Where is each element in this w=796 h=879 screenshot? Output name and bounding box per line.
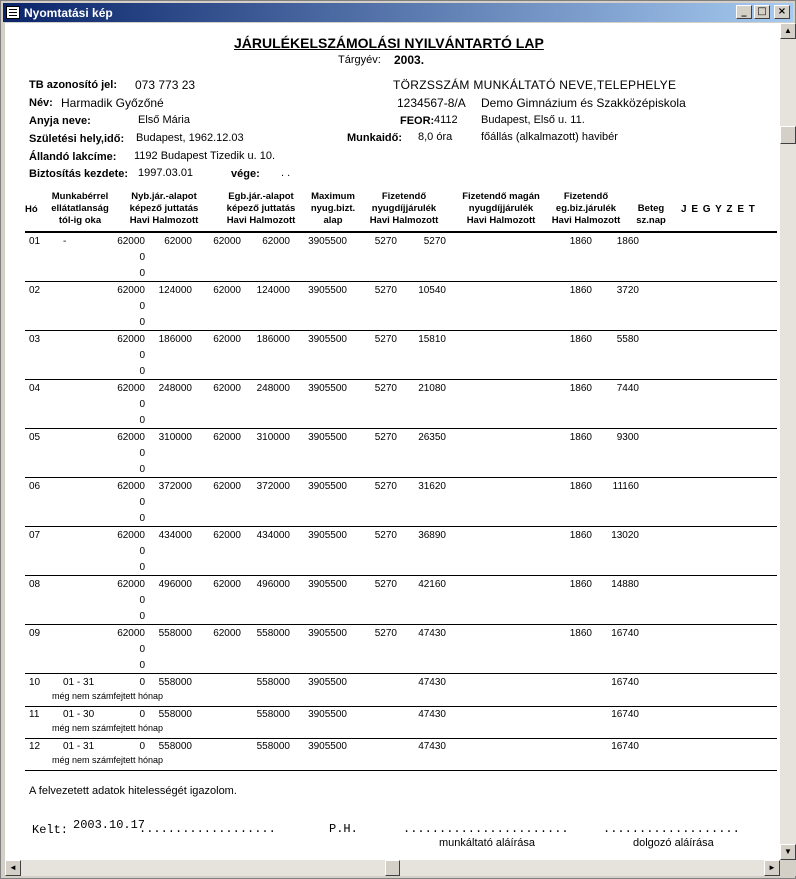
cell-egb-halm: 558000	[256, 741, 290, 752]
cell-nyb-halm: 186000	[158, 334, 192, 345]
scroll-right-button[interactable]: ►	[764, 860, 780, 876]
cell-max: 3905500	[308, 481, 347, 492]
certification-text: A felvezetett adatok hitelességét igazolom.	[29, 785, 237, 797]
name-label: Név:	[29, 97, 53, 109]
cell-zero: 0	[139, 399, 145, 410]
cell-egb-havi: 62000	[213, 285, 241, 296]
cell-egb-halm: 558000	[256, 709, 290, 720]
cell-eg-halm: 11160	[612, 481, 639, 492]
cell-egb-havi: 62000	[213, 628, 241, 639]
cell-fiz-halm: 47430	[418, 628, 446, 639]
tb-label: TB azonosító jel:	[29, 79, 117, 91]
row-divider	[25, 379, 777, 380]
cell-zero: 0	[139, 415, 145, 426]
cell-nyb-halm: 496000	[158, 579, 192, 590]
cell-fiz-halm: 5270	[423, 236, 446, 247]
cell-max: 3905500	[308, 741, 347, 752]
cell-eg-havi: 1860	[569, 285, 592, 296]
insurance-end-value: . .	[281, 167, 291, 179]
date-dots: ...................	[139, 822, 276, 836]
cell-egb-halm: 62000	[262, 236, 290, 247]
cell-nyb-havi: 62000	[117, 481, 145, 492]
cell-ho: 05	[29, 432, 41, 443]
cell-max: 3905500	[308, 677, 347, 688]
vertical-scroll-thumb[interactable]	[780, 126, 796, 144]
employer-signature-label: munkáltató aláírása	[439, 837, 535, 849]
cell-fiz-halm: 47430	[418, 741, 446, 752]
cell-zero: 0	[139, 513, 145, 524]
cell-nyb-halm: 372000	[158, 481, 192, 492]
cell-nyb-havi: 0	[139, 709, 145, 720]
date-value: 2003.10.17	[73, 818, 146, 832]
row-divider	[25, 526, 777, 527]
unprocessed-month-note: még nem számfejtett hónap	[52, 723, 164, 733]
employer-name: Demo Gimnázium és Szakközépiskola	[481, 96, 686, 110]
cell-egb-halm: 372000	[256, 481, 290, 492]
year-label: Tárgyév:	[338, 54, 381, 66]
col-pension: Fizetendő nyugdíjjárulék Havi Halmozott	[369, 191, 439, 226]
col-sick-days: Beteg sz.nap	[636, 203, 666, 226]
row-divider	[25, 330, 777, 331]
cell-eg-havi: 1860	[569, 334, 592, 345]
cell-eg-havi: 1860	[569, 432, 592, 443]
cell-fiz-halm: 42160	[418, 579, 446, 590]
cell-ho: 01	[29, 236, 41, 247]
cell-zero: 0	[139, 464, 145, 475]
cell-zero: 0	[139, 644, 145, 655]
cell-zero: 0	[139, 611, 145, 622]
cell-fiz-havi: 5270	[374, 579, 397, 590]
cell-nyb-havi: 0	[139, 741, 145, 752]
cell-fiz-halm: 47430	[418, 709, 446, 720]
col-egb: Egb.jár.-alapot képező juttatás Havi Halmozott	[226, 191, 296, 226]
cell-nyb-halm: 62000	[164, 236, 192, 247]
cell-fiz-havi: 5270	[374, 530, 397, 541]
vertical-scrollbar[interactable]	[780, 23, 796, 860]
worktime-description: főállás (alkalmazott) havibér	[481, 131, 618, 143]
cell-zero: 0	[139, 546, 145, 557]
cell-nyb-havi: 62000	[117, 334, 145, 345]
row-divider	[25, 575, 777, 576]
insurance-start-value: 1997.03.01	[138, 167, 194, 179]
col-unpaid: Munkabérrel ellátatlanság tól-ig oka	[51, 191, 109, 226]
cell-ho: 04	[29, 383, 41, 394]
cell-egb-havi: 62000	[213, 236, 241, 247]
row-divider	[25, 281, 777, 282]
print-preview-page	[5, 23, 780, 860]
cell-eg-havi: 1860	[569, 628, 592, 639]
cell-fiz-halm: 21080	[418, 383, 446, 394]
cell-fiz-havi: 5270	[374, 236, 397, 247]
cell-egb-halm: 248000	[256, 383, 290, 394]
cell-max: 3905500	[308, 236, 347, 247]
cell-nyb-halm: 558000	[158, 677, 192, 688]
address-value: 1192 Budapest Tizedik u. 10.	[134, 150, 276, 162]
header-rule	[25, 231, 777, 233]
cell-fiz-halm: 26350	[418, 432, 446, 443]
cell-max: 3905500	[308, 285, 347, 296]
cell-eg-halm: 13020	[611, 530, 639, 541]
cell-egb-havi: 62000	[213, 432, 241, 443]
cell-nyb-halm: 124000	[158, 285, 192, 296]
cell-egb-halm: 496000	[256, 579, 290, 590]
mother-value: Első Mária	[138, 114, 190, 126]
cell-nyb-havi: 62000	[117, 432, 145, 443]
cell-max: 3905500	[308, 628, 347, 639]
cell-zero: 0	[139, 317, 145, 328]
cell-nyb-havi: 62000	[117, 285, 145, 296]
cell-eg-havi: 1860	[569, 481, 592, 492]
year-value: 2003.	[394, 53, 425, 67]
birth-value: Budapest, 1962.12.03	[136, 132, 244, 144]
cell-egb-halm: 558000	[256, 677, 290, 688]
cell-fiz-halm: 36890	[418, 530, 446, 541]
cell-tolig: 01 - 30	[63, 709, 95, 720]
worktime-value: 8,0 óra	[418, 131, 453, 143]
col-notes: J E G Y Z E T	[681, 204, 756, 215]
feor-label: FEOR:	[400, 115, 435, 127]
cell-ho: 12	[29, 741, 41, 752]
tb-value: 073 773 23	[135, 78, 196, 92]
worktime-label: Munkaidő:	[347, 132, 402, 144]
col-max: Maximum nyug.bizt. alap	[310, 191, 356, 226]
cell-nyb-havi: 62000	[117, 628, 145, 639]
cell-zero: 0	[139, 595, 145, 606]
cell-eg-halm: 14880	[611, 579, 639, 590]
cell-fiz-havi: 5270	[374, 285, 397, 296]
cell-eg-halm: 16740	[611, 677, 639, 688]
cell-eg-halm: 9300	[616, 432, 639, 443]
close-button[interactable]: ×	[774, 5, 790, 19]
cell-zero: 0	[139, 497, 145, 508]
cell-fiz-havi: 5270	[374, 628, 397, 639]
cell-eg-havi: 1860	[569, 579, 592, 590]
date-label: Kelt:	[32, 823, 69, 837]
mother-label: Anyja neve:	[29, 115, 91, 127]
registry-number: 1234567-8/A	[397, 96, 466, 110]
cell-nyb-havi: 0	[139, 677, 145, 688]
cell-eg-halm: 1860	[616, 236, 639, 247]
cell-tolig: -	[63, 236, 67, 247]
scroll-down-button[interactable]: ▼	[780, 844, 796, 860]
row-divider	[25, 770, 777, 771]
document-icon	[6, 6, 20, 19]
scroll-up-button[interactable]: ▲	[780, 23, 796, 39]
cell-eg-halm: 16740	[611, 741, 639, 752]
cell-nyb-halm: 434000	[158, 530, 192, 541]
stamp-label: P.H.	[329, 822, 358, 836]
cell-zero: 0	[139, 350, 145, 361]
cell-egb-havi: 62000	[213, 334, 241, 345]
cell-egb-halm: 558000	[256, 628, 290, 639]
cell-ho: 10	[29, 677, 41, 688]
cell-ho: 08	[29, 579, 41, 590]
scrollbar-corner	[780, 860, 796, 876]
cell-fiz-havi: 5270	[374, 334, 397, 345]
maximize-button[interactable]: □	[754, 5, 770, 19]
cell-egb-halm: 186000	[256, 334, 290, 345]
unprocessed-month-note: még nem számfejtett hónap	[52, 755, 164, 765]
insurance-start-label: Biztosítás kezdete:	[29, 168, 129, 180]
cell-fiz-halm: 31620	[418, 481, 446, 492]
feor-value: 4112	[434, 114, 458, 126]
minimize-button[interactable]: _	[736, 5, 752, 19]
cell-nyb-havi: 62000	[117, 236, 145, 247]
row-divider	[25, 477, 777, 478]
cell-zero: 0	[139, 268, 145, 279]
cell-eg-halm: 16740	[611, 709, 639, 720]
cell-ho: 02	[29, 285, 41, 296]
row-divider	[25, 624, 777, 625]
cell-nyb-halm: 558000	[158, 628, 192, 639]
scroll-left-button[interactable]: ◄	[5, 860, 21, 876]
row-divider	[25, 738, 777, 739]
cell-eg-halm: 16740	[611, 628, 639, 639]
cell-egb-halm: 124000	[256, 285, 290, 296]
cell-fiz-havi: 5270	[374, 383, 397, 394]
cell-eg-havi: 1860	[569, 236, 592, 247]
cell-eg-halm: 3720	[616, 285, 639, 296]
cell-ho: 03	[29, 334, 41, 345]
cell-nyb-halm: 558000	[158, 709, 192, 720]
birth-label: Születési hely,idő:	[29, 133, 125, 145]
cell-eg-havi: 1860	[569, 530, 592, 541]
cell-nyb-halm: 310000	[158, 432, 192, 443]
cell-max: 3905500	[308, 579, 347, 590]
cell-zero: 0	[139, 448, 145, 459]
cell-nyb-havi: 62000	[117, 383, 145, 394]
cell-egb-halm: 310000	[256, 432, 290, 443]
doc-title: JÁRULÉKELSZÁMOLÁSI NYILVÁNTARTÓ LAP	[234, 35, 544, 51]
row-divider	[25, 706, 777, 707]
cell-ho: 06	[29, 481, 41, 492]
cell-max: 3905500	[308, 709, 347, 720]
cell-zero: 0	[139, 301, 145, 312]
cell-zero: 0	[139, 252, 145, 263]
cell-egb-havi: 62000	[213, 530, 241, 541]
employer-heading: TÖRZSSZÁM MUNKÁLTATÓ NEVE,TELEPHELYE	[393, 78, 677, 92]
cell-zero: 0	[139, 366, 145, 377]
col-health: Fizetendő eg.biz.járulék Havi Halmozott	[551, 191, 621, 226]
title-bar[interactable]	[3, 3, 793, 22]
cell-ho: 07	[29, 530, 41, 541]
horizontal-scroll-thumb[interactable]	[385, 860, 400, 876]
cell-fiz-halm: 47430	[418, 677, 446, 688]
cell-eg-havi: 1860	[569, 383, 592, 394]
cell-nyb-havi: 62000	[117, 530, 145, 541]
cell-egb-halm: 434000	[256, 530, 290, 541]
cell-ho: 11	[29, 709, 40, 720]
horizontal-scrollbar[interactable]	[5, 860, 780, 876]
cell-max: 3905500	[308, 530, 347, 541]
cell-max: 3905500	[308, 432, 347, 443]
name-value: Harmadik Győzőné	[61, 96, 164, 110]
cell-egb-havi: 62000	[213, 579, 241, 590]
cell-fiz-havi: 5270	[374, 432, 397, 443]
cell-max: 3905500	[308, 383, 347, 394]
employer-signature-line: .......................	[403, 822, 569, 836]
cell-fiz-havi: 5270	[374, 481, 397, 492]
row-divider	[25, 673, 777, 674]
cell-eg-halm: 5580	[616, 334, 639, 345]
insurance-end-label: vége:	[231, 168, 260, 180]
cell-zero: 0	[139, 660, 145, 671]
window-title: Nyomtatási kép	[24, 5, 113, 20]
cell-fiz-halm: 10540	[418, 285, 446, 296]
employee-signature-line: ...................	[603, 822, 740, 836]
col-private-pension: Fizetendő magán nyugdíjjárulék Havi Halmozott	[462, 191, 540, 226]
cell-ho: 09	[29, 628, 41, 639]
row-divider	[25, 428, 777, 429]
col-month: Hó	[25, 204, 38, 215]
cell-max: 3905500	[308, 334, 347, 345]
cell-nyb-halm: 248000	[158, 383, 192, 394]
cell-tolig: 01 - 31	[63, 677, 95, 688]
cell-egb-havi: 62000	[213, 481, 241, 492]
employer-address: Budapest, Első u. 11.	[481, 114, 585, 126]
cell-egb-havi: 62000	[213, 383, 241, 394]
cell-eg-halm: 7440	[616, 383, 639, 394]
cell-nyb-havi: 62000	[117, 579, 145, 590]
cell-fiz-halm: 15810	[418, 334, 446, 345]
cell-zero: 0	[139, 562, 145, 573]
cell-nyb-halm: 558000	[158, 741, 192, 752]
col-nyb: Nyb.jár.-alapot képező juttatás Havi Halmozott	[129, 191, 199, 226]
employee-signature-label: dolgozó aláírása	[633, 837, 714, 849]
address-label: Állandó lakcíme:	[29, 151, 117, 163]
unprocessed-month-note: még nem számfejtett hónap	[52, 691, 164, 701]
cell-tolig: 01 - 31	[63, 741, 95, 752]
